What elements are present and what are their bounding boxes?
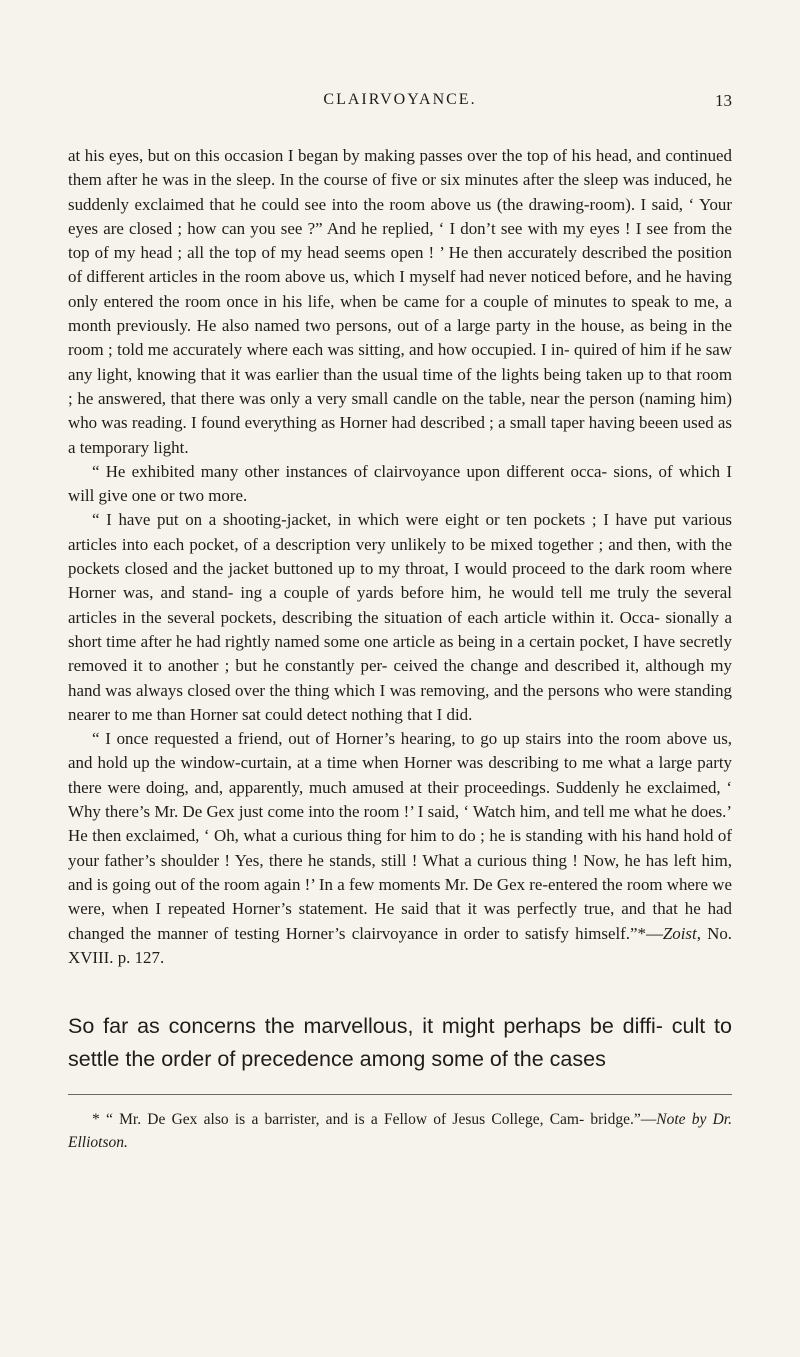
large-type-paragraph: So far as concerns the marvellous, it might perhaps be diffi- cult to settle the order of precedence among some of the cases — [68, 1014, 732, 1071]
paragraph-with-citation — [68, 727, 732, 970]
paragraph: “ I have put on a shooting-jacket, in which were eight or ten pockets ; I have put various articles into each pocket, of a description very unlikely to be mixed together ; and then, with the pockets closed and the jacket buttoned up to my throat, I would proceed to the dark room where Horner was, and stand- ing a couple of yards before him, he would tell me truly the several articles in the several pockets, describing the situation of each article within it. Occa- sionally a short time after he had rightly named some one article as being in a certain pocket, I have secretly removed it to another ; but he constantly per- ceived the change and described it, although my hand was always closed over the thing which I was removing, and the persons who were standing nearer to me than Horner sat could detect nothing that I did. — [68, 510, 732, 724]
paragraph-text: “ I once requested a friend, out of Horner’s hearing, to go up stairs into the room above us, and hold up the window-curtain, at a time when Horner was describing to me what a large party there were doing, and, apparently, much amused at their proceedings. Suddenly he exclaimed, ‘ Why there’s Mr. De Gex just come into the room !’ I said, ‘ Watch him, and tell me what he does.’ He then exclaimed, ‘ Oh, what a curious thing for him to do ; he is standing with his hand hold of your father’s shoulder ! Yes, there he stands, still ! What a curious thing ! Now, he has left him, and is going out of the room again !’ In a few moments Mr. De Gex re-entered the room where we were, when I repeated Horner’s statement. He said that it was perfectly true, and that he had changed the manner of testing Horner’s clairvoyance in order to satisfy himself.”*— — [68, 729, 732, 943]
body-text — [68, 144, 732, 970]
citation-journal: Zoist — [662, 923, 697, 943]
citation-reference: , No. XVIII. p. 127. — [68, 923, 733, 967]
paragraph: “ He exhibited many other instances of clairvoyance upon different occa- sions, of which I will give one or two more. — [68, 461, 732, 506]
running-head — [68, 91, 732, 115]
page-number: 13 — [715, 91, 732, 110]
footnote — [68, 1108, 732, 1154]
running-title: CLAIRVOYANCE. — [323, 91, 477, 108]
paragraph-continued: at his eyes, but on this occasion I began by making passes over the top of his head, and continued them after he was in the sleep. In the course of five or six minutes after the sleep was induced, he suddenly exclaimed that he could see into the room above us (the drawing-room). I said, ‘ Your eyes are closed ; how can you see ?” And he replied, ‘ I don’t see with my eyes ! I see from the top of my head ; all the top of my head seems open ! ’ He then accurately described the position of different articles in the room above us, which I myself had never noticed before, and he having only entered the room once in his life, when be came for a couple of minutes to speak to me, a month previously. He also named two persons, out of a large party in the house, as being in the room ; told me accurately where each was sitting, and how occupied. I in- quired of him if he saw any light, knowing that it was earlier than the usual time of the lights being taken up to that room ; he answered, that there was only a very small candle on the table, near the person (naming him) who was reading. I found everything as Horner had described ; a small taper having beeen used as a temporary light. — [68, 146, 732, 457]
footnote-attribution: Note by Dr. Elliotson. — [68, 1111, 732, 1151]
footnote-rule — [68, 1094, 732, 1095]
footnote-text: * “ Mr. De Gex also is a barrister, and is a Fellow of Jesus College, Cam- bridge.”— — [92, 1111, 657, 1128]
